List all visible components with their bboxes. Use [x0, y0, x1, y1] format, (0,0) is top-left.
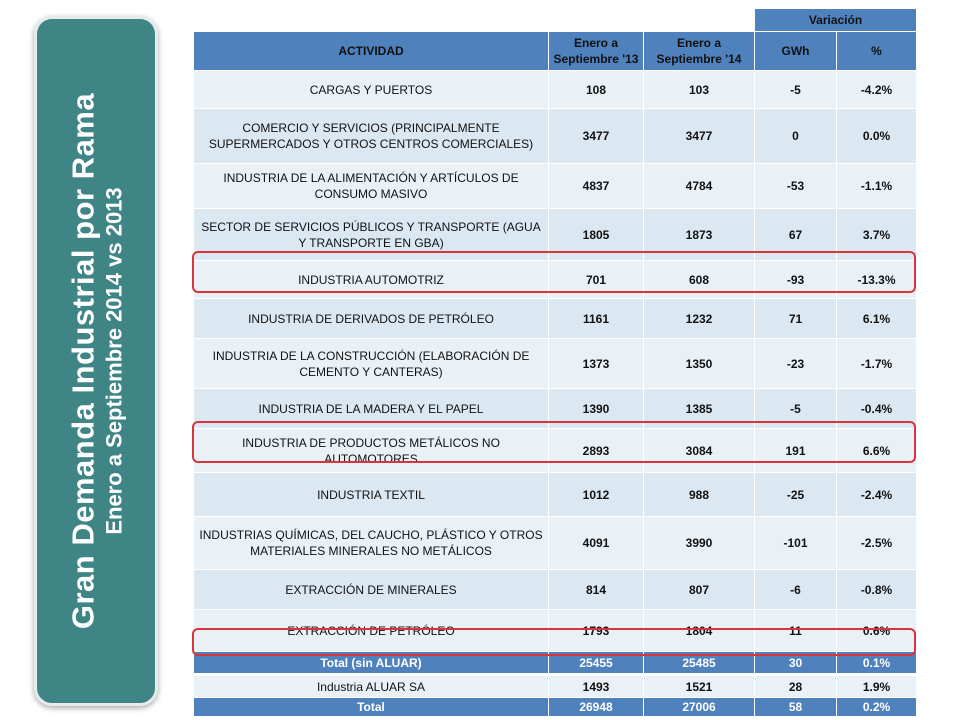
total-sin-aluar-2014: 25485 — [644, 652, 755, 674]
cell-2014: 1804 — [644, 610, 755, 652]
total-sin-aluar-row — [194, 652, 917, 674]
cell-actividad: INDUSTRIA AUTOMOTRIZ — [194, 261, 549, 299]
cell-pct: 3.7% — [837, 209, 917, 261]
cell-pct: 0.0% — [837, 109, 917, 164]
side-title-text — [66, 31, 127, 691]
aluar-row — [194, 676, 917, 698]
cell-actividad: INDUSTRIA TEXTIL — [194, 473, 549, 517]
header-2014: Enero a Septiembre '14 — [644, 32, 755, 71]
cell-actividad: EXTRACCIÓN DE PETRÓLEO — [194, 610, 549, 652]
cell-gwh: 0 — [755, 109, 837, 164]
cell-actividad: SECTOR DE SERVICIOS PÚBLICOS Y TRANSPORTE (AGUA Y TRANSPORTE EN GBA) — [194, 209, 549, 261]
total-sin-aluar-label: Total (sin ALUAR) — [194, 652, 549, 674]
cell-gwh: 67 — [755, 209, 837, 261]
cell-actividad: EXTRACCIÓN DE MINERALES — [194, 570, 549, 610]
cell-2014: 3084 — [644, 429, 755, 473]
header-2013: Enero a Septiembre '13 — [549, 32, 644, 71]
page-subtitle: Enero a Septiembre 2014 vs 2013 — [101, 187, 127, 535]
cell-gwh: -5 — [755, 389, 837, 429]
table-row — [194, 389, 917, 429]
total-2013: 26948 — [549, 698, 644, 717]
cell-pct: -1.7% — [837, 339, 917, 389]
cell-pct: 6.1% — [837, 299, 917, 339]
header-actividad: ACTIVIDAD — [194, 32, 549, 71]
cell-actividad: INDUSTRIA DE LA CONSTRUCCIÓN (ELABORACIÓN DE CEMENTO Y CANTERAS) — [194, 339, 549, 389]
cell-2014: 1873 — [644, 209, 755, 261]
cell-gwh: 11 — [755, 610, 837, 652]
table-row — [194, 109, 917, 164]
table-row — [194, 299, 917, 339]
table-row — [194, 473, 917, 517]
header-row — [194, 32, 917, 71]
total-label: Total — [194, 698, 549, 717]
cell-gwh: -101 — [755, 517, 837, 570]
cell-2014: 3990 — [644, 517, 755, 570]
cell-pct: -0.4% — [837, 389, 917, 429]
aluar-table — [193, 675, 917, 717]
table-body — [194, 71, 917, 652]
aluar-2013: 1493 — [549, 676, 644, 698]
cell-pct: 6.6% — [837, 429, 917, 473]
cell-pct: -13.3% — [837, 261, 917, 299]
total-pct: 0.2% — [837, 698, 917, 717]
header-variacion: Variación — [755, 9, 917, 32]
cell-gwh: -25 — [755, 473, 837, 517]
total-sin-aluar-2013: 25455 — [549, 652, 644, 674]
cell-actividad: INDUSTRIA DE PRODUCTOS METÁLICOS NO AUTOMOTORES — [194, 429, 549, 473]
table-row — [194, 209, 917, 261]
cell-gwh: 191 — [755, 429, 837, 473]
demand-table — [193, 8, 917, 674]
table-row — [194, 570, 917, 610]
cell-actividad: INDUSTRIA DE LA MADERA Y EL PAPEL — [194, 389, 549, 429]
cell-2013: 1373 — [549, 339, 644, 389]
aluar-label: Industria ALUAR SA — [194, 676, 549, 698]
cell-gwh: -93 — [755, 261, 837, 299]
table-row — [194, 261, 917, 299]
cell-2013: 4091 — [549, 517, 644, 570]
side-title-panel — [34, 16, 158, 706]
table-row — [194, 517, 917, 570]
cell-2014: 3477 — [644, 109, 755, 164]
cell-gwh: -53 — [755, 164, 837, 209]
cell-2013: 701 — [549, 261, 644, 299]
cell-2013: 1161 — [549, 299, 644, 339]
table-row — [194, 610, 917, 652]
cell-2013: 2893 — [549, 429, 644, 473]
total-gwh: 58 — [755, 698, 837, 717]
cell-2013: 1793 — [549, 610, 644, 652]
header-row-top — [194, 9, 917, 32]
total-row — [194, 698, 917, 717]
cell-actividad: INDUSTRIA DE LA ALIMENTACIÓN Y ARTÍCULOS DE CONSUMO MASIVO — [194, 164, 549, 209]
cell-2014: 103 — [644, 71, 755, 109]
header-gwh: GWh — [755, 32, 837, 71]
cell-2014: 1232 — [644, 299, 755, 339]
cell-pct: -1.1% — [837, 164, 917, 209]
cell-2014: 4784 — [644, 164, 755, 209]
aluar-gwh: 28 — [755, 676, 837, 698]
cell-2013: 1012 — [549, 473, 644, 517]
page-title: Gran Demanda Industrial por Rama — [65, 92, 101, 630]
cell-2013: 4837 — [549, 164, 644, 209]
cell-gwh: -5 — [755, 71, 837, 109]
cell-pct: -4.2% — [837, 71, 917, 109]
total-sin-aluar-pct: 0.1% — [837, 652, 917, 674]
cell-2014: 1350 — [644, 339, 755, 389]
aluar-2014: 1521 — [644, 676, 755, 698]
table-row — [194, 339, 917, 389]
cell-2014: 988 — [644, 473, 755, 517]
aluar-pct: 1.9% — [837, 676, 917, 698]
cell-pct: -0.8% — [837, 570, 917, 610]
cell-pct: 0.6% — [837, 610, 917, 652]
cell-pct: -2.5% — [837, 517, 917, 570]
cell-gwh: -23 — [755, 339, 837, 389]
cell-gwh: -6 — [755, 570, 837, 610]
table-row — [194, 71, 917, 109]
cell-2014: 807 — [644, 570, 755, 610]
cell-2013: 108 — [549, 71, 644, 109]
cell-2013: 1805 — [549, 209, 644, 261]
table-row — [194, 429, 917, 473]
cell-pct: -2.4% — [837, 473, 917, 517]
cell-actividad: CARGAS Y PUERTOS — [194, 71, 549, 109]
cell-gwh: 71 — [755, 299, 837, 339]
cell-actividad: COMERCIO Y SERVICIOS (PRINCIPALMENTE SUPERMERCADOS Y OTROS CENTROS COMERCIALES) — [194, 109, 549, 164]
total-sin-aluar-gwh: 30 — [755, 652, 837, 674]
cell-2013: 814 — [549, 570, 644, 610]
total-2014: 27006 — [644, 698, 755, 717]
cell-2014: 1385 — [644, 389, 755, 429]
table-row — [194, 164, 917, 209]
cell-2013: 3477 — [549, 109, 644, 164]
cell-actividad: INDUSTRIA DE DERIVADOS DE PETRÓLEO — [194, 299, 549, 339]
header-pct: % — [837, 32, 917, 71]
header-blank — [194, 9, 755, 32]
cell-2013: 1390 — [549, 389, 644, 429]
cell-actividad: INDUSTRIAS QUÍMICAS, DEL CAUCHO, PLÁSTICO Y OTROS MATERIALES MINERALES NO METÁLICOS — [194, 517, 549, 570]
cell-2014: 608 — [644, 261, 755, 299]
